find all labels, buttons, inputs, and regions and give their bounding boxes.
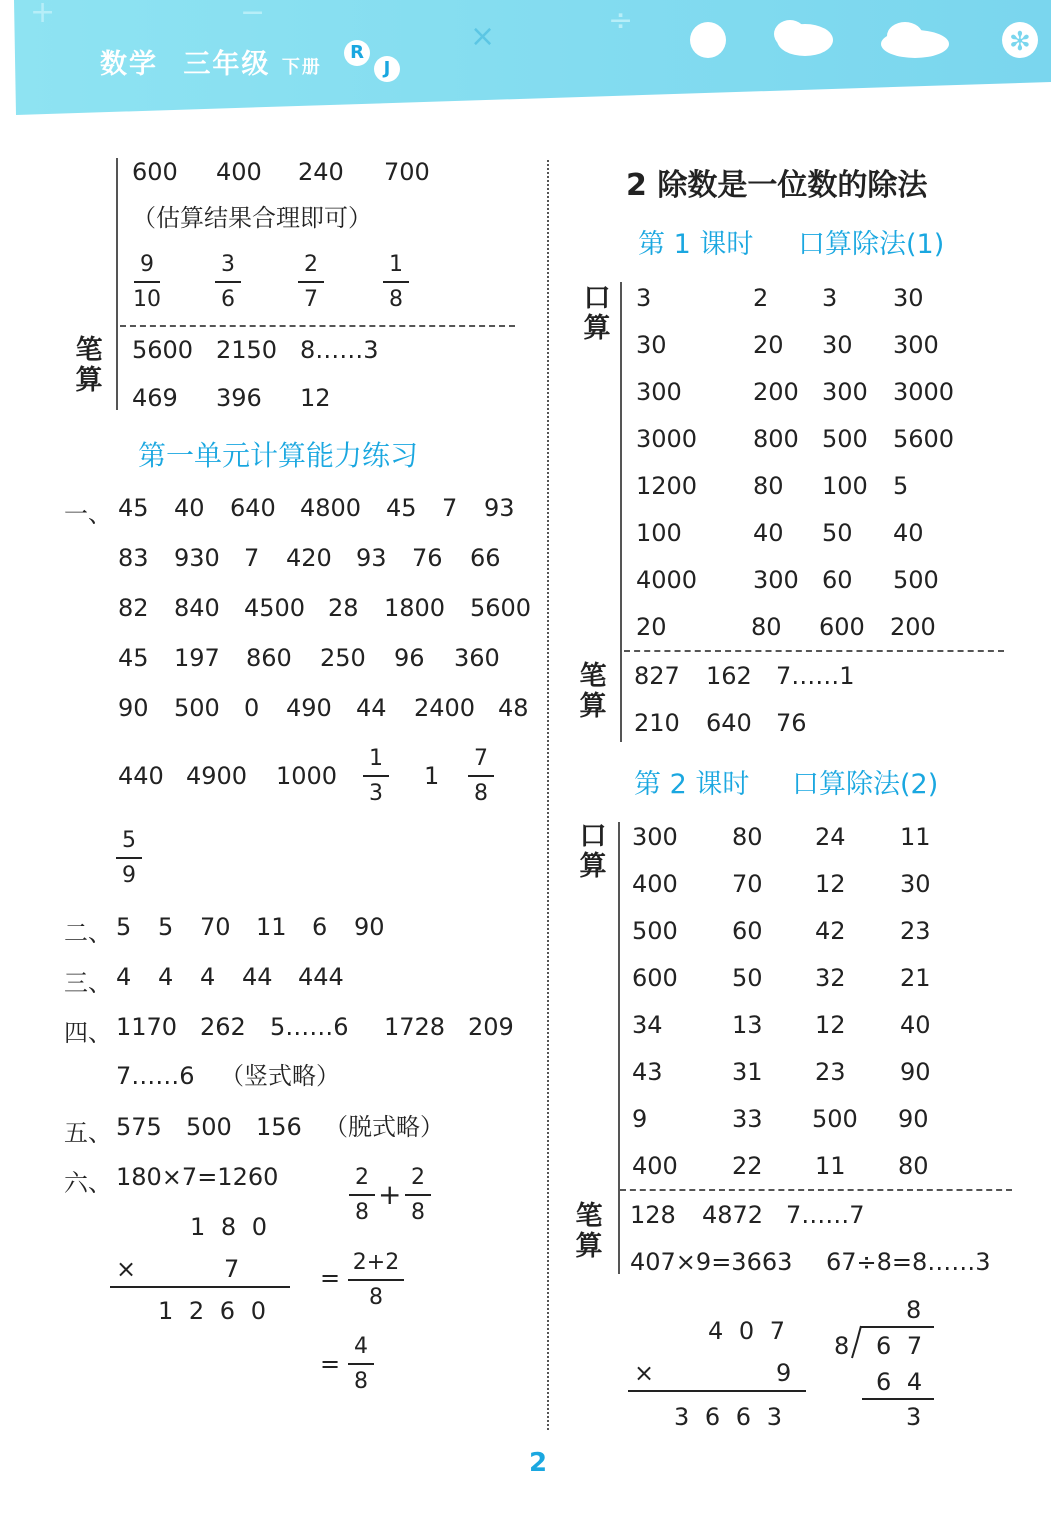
value: 500 xyxy=(174,694,220,722)
value: 80 xyxy=(751,613,782,641)
value: 7 xyxy=(244,544,260,572)
header-subject: 数学 xyxy=(100,49,158,80)
value: 490 xyxy=(286,694,332,722)
value: 4872 xyxy=(702,1201,764,1229)
fraction xyxy=(133,252,161,313)
value: 60 xyxy=(822,566,853,594)
section-title: 2 除数是一位数的除法 xyxy=(626,168,928,203)
value: 1800 xyxy=(384,594,446,622)
value: 22 xyxy=(732,1152,763,1180)
vertical-multiplier: 7 xyxy=(224,1255,240,1283)
vertical-rule xyxy=(628,1390,806,1392)
lesson-1-topic: 口算除法(1) xyxy=(798,229,945,260)
value: 1 xyxy=(424,762,440,790)
value: 0 xyxy=(244,694,260,722)
value: 197 xyxy=(174,644,220,672)
value: 11 xyxy=(900,823,931,851)
value: 31 xyxy=(732,1058,763,1086)
fraction xyxy=(215,252,241,313)
value: 82 xyxy=(118,594,149,622)
division-product: 6 4 xyxy=(876,1368,927,1396)
equation: 407×9=3663 xyxy=(630,1248,793,1276)
value: 396 xyxy=(216,384,262,412)
value: 600 xyxy=(632,964,678,992)
equation: 67÷8=8……3 xyxy=(826,1248,991,1276)
divider xyxy=(120,325,515,327)
value: 300 xyxy=(753,566,799,594)
value: 8……3 xyxy=(300,336,379,364)
value: 23 xyxy=(900,917,931,945)
value: 240 xyxy=(298,158,344,186)
value: 400 xyxy=(632,1152,678,1180)
lesson-1-bracket xyxy=(620,282,622,742)
value: 50 xyxy=(732,964,763,992)
value: 76 xyxy=(776,709,807,737)
value: 4 xyxy=(200,963,216,991)
value: 30 xyxy=(900,870,931,898)
value: 930 xyxy=(174,544,220,572)
fraction xyxy=(348,1250,404,1311)
value: 90 xyxy=(118,694,149,722)
division-remainder: 3 xyxy=(906,1403,922,1431)
value: 45 xyxy=(118,494,149,522)
value: 469 xyxy=(132,384,178,412)
value: 44 xyxy=(356,694,387,722)
value: 800 xyxy=(753,425,799,453)
value: 640 xyxy=(230,494,276,522)
value: 21 xyxy=(900,964,931,992)
value: 50 xyxy=(822,519,853,547)
item-label-1: 一、 xyxy=(64,500,112,528)
value: 5 xyxy=(893,472,909,500)
value: 20 xyxy=(636,613,667,641)
value: 90 xyxy=(354,913,385,941)
numerator: 5 xyxy=(122,828,136,853)
numerator: 3 xyxy=(221,252,235,277)
vertical-result: 3 6 6 3 xyxy=(674,1403,786,1431)
denominator: 8 xyxy=(474,781,488,806)
division-divisor: 8 xyxy=(834,1332,850,1360)
page-number: 2 xyxy=(529,1448,548,1478)
division-dividend: 6 7 xyxy=(876,1332,927,1360)
value: 45 xyxy=(118,644,149,672)
value: 7……1 xyxy=(776,662,855,690)
fraction xyxy=(116,828,142,889)
value: 210 xyxy=(634,709,680,737)
value: 360 xyxy=(454,644,500,672)
value: 2400 xyxy=(414,694,476,722)
numerator: 4 xyxy=(354,1334,368,1359)
value: 5 xyxy=(116,913,132,941)
denominator: 3 xyxy=(369,781,383,806)
denominator: 8 xyxy=(355,1200,369,1225)
denominator: 8 xyxy=(354,1369,368,1394)
value: 80 xyxy=(898,1152,929,1180)
value: 30 xyxy=(893,284,924,312)
division-bracket xyxy=(850,1324,864,1360)
value: 100 xyxy=(636,519,682,547)
value: 42 xyxy=(815,917,846,945)
value: 93 xyxy=(356,544,387,572)
value: 30 xyxy=(636,331,667,359)
denominator: 6 xyxy=(221,287,235,312)
numerator: 2 xyxy=(304,252,318,277)
value: 500 xyxy=(822,425,868,453)
value: 11 xyxy=(256,913,287,941)
value: 1728 xyxy=(384,1013,446,1041)
value: 4800 xyxy=(300,494,362,522)
value: 420 xyxy=(286,544,332,572)
value: 5……6 xyxy=(270,1013,349,1041)
value: 93 xyxy=(484,494,515,522)
value: 1200 xyxy=(636,472,698,500)
value: 80 xyxy=(753,472,784,500)
fraction xyxy=(383,252,409,313)
vertical-top: 4 0 7 xyxy=(708,1317,790,1345)
value: 3000 xyxy=(893,378,955,406)
value: 32 xyxy=(815,964,846,992)
fraction xyxy=(363,746,389,807)
value: 600 xyxy=(819,613,865,641)
value: 600 xyxy=(132,158,178,186)
practice-title: 第一单元计算能力练习 xyxy=(138,439,419,472)
value: 3 xyxy=(636,284,652,312)
value: 24 xyxy=(815,823,846,851)
value: 48 xyxy=(498,694,529,722)
vertical-op: × xyxy=(634,1359,655,1387)
value: 7 xyxy=(442,494,458,522)
value: 9 xyxy=(632,1105,648,1133)
value: 13 xyxy=(732,1011,763,1039)
value: 70 xyxy=(732,870,763,898)
denominator: 8 xyxy=(369,1285,383,1310)
divider xyxy=(624,650,1004,652)
value: 1000 xyxy=(276,762,338,790)
division-rule xyxy=(862,1398,934,1400)
value: 300 xyxy=(893,331,939,359)
value: 4900 xyxy=(186,762,248,790)
divider xyxy=(620,1189,1012,1191)
value: 7……7 xyxy=(786,1201,865,1229)
denominator: 7 xyxy=(304,287,318,312)
fraction xyxy=(468,746,494,807)
value: 90 xyxy=(898,1105,929,1133)
numerator: 2 xyxy=(355,1165,369,1190)
value: 40 xyxy=(900,1011,931,1039)
value: 860 xyxy=(246,644,292,672)
value: 840 xyxy=(174,594,220,622)
value: 96 xyxy=(394,644,425,672)
numerator: 1 xyxy=(389,252,403,277)
numerator: 7 xyxy=(474,746,488,771)
vertical-result: 1 2 6 0 xyxy=(158,1297,270,1325)
item-label-3: 三、 xyxy=(64,969,112,997)
kousuan-label: 口算 xyxy=(579,821,607,882)
lesson-1-label: 第 1 课时 xyxy=(638,229,754,260)
header-volume: 下册 xyxy=(281,57,322,78)
numerator: 9 xyxy=(140,252,154,277)
value: 400 xyxy=(632,870,678,898)
value: 200 xyxy=(753,378,799,406)
fraction xyxy=(348,1334,374,1395)
value: 575 xyxy=(116,1113,162,1141)
denominator: 9 xyxy=(122,863,136,888)
value: 4 xyxy=(158,963,174,991)
kousuan-label: 口算 xyxy=(583,283,611,344)
value: 156 xyxy=(256,1113,302,1141)
value: 5600 xyxy=(893,425,955,453)
denominator: 10 xyxy=(133,287,161,312)
svg-text:×: × xyxy=(470,19,496,54)
numerator: 2 xyxy=(411,1165,425,1190)
value: 90 xyxy=(900,1058,931,1086)
value: 11 xyxy=(815,1152,846,1180)
svg-text:✻: ✻ xyxy=(1009,27,1031,57)
numerator: 2+2 xyxy=(352,1250,400,1275)
value: 444 xyxy=(298,963,344,991)
value: 60 xyxy=(732,917,763,945)
division-quotient: 8 xyxy=(906,1296,922,1324)
equals-sign: = xyxy=(320,1264,341,1292)
value: 200 xyxy=(890,613,936,641)
denominator: 8 xyxy=(389,287,403,312)
vertical-multiplier: 9 xyxy=(776,1359,792,1387)
vertical-rule xyxy=(110,1286,290,1288)
plus-sign: + xyxy=(378,1178,402,1211)
value: 128 xyxy=(630,1201,676,1229)
value: 6 xyxy=(312,913,328,941)
header-banner xyxy=(0,0,1051,118)
value: 83 xyxy=(118,544,149,572)
value: 80 xyxy=(732,823,763,851)
value: 23 xyxy=(815,1058,846,1086)
value: 5600 xyxy=(132,336,194,364)
value: 300 xyxy=(636,378,682,406)
numerator: 1 xyxy=(369,746,383,771)
fraction xyxy=(349,1165,375,1226)
value: 209 xyxy=(468,1013,514,1041)
value: 34 xyxy=(632,1011,663,1039)
value: 700 xyxy=(384,158,430,186)
value: 3000 xyxy=(636,425,698,453)
note: （竖式略） xyxy=(220,1062,340,1090)
value: 4000 xyxy=(636,566,698,594)
note: （脱式略） xyxy=(324,1113,444,1141)
value: 500 xyxy=(186,1113,232,1141)
division-top-rule xyxy=(860,1326,934,1328)
bisuan-label: 笔算 xyxy=(579,661,607,722)
column-divider xyxy=(547,160,549,1430)
value: 40 xyxy=(753,519,784,547)
item-label-2: 二、 xyxy=(64,919,112,947)
value: 440 xyxy=(118,762,164,790)
value: 162 xyxy=(706,662,752,690)
value: 44 xyxy=(242,963,273,991)
value: 12 xyxy=(300,384,331,412)
value: 40 xyxy=(893,519,924,547)
value: 500 xyxy=(812,1105,858,1133)
value: 33 xyxy=(732,1105,763,1133)
badge-j: J xyxy=(374,56,400,82)
value: 640 xyxy=(706,709,752,737)
value: 12 xyxy=(815,1011,846,1039)
value: 3 xyxy=(822,284,838,312)
value: 5 xyxy=(158,913,174,941)
value: 1170 xyxy=(116,1013,178,1041)
value: 100 xyxy=(822,472,868,500)
value: 262 xyxy=(200,1013,246,1041)
lesson-2-label: 第 2 课时 xyxy=(634,769,750,800)
equals-sign: = xyxy=(320,1350,341,1378)
vertical-top: 1 8 0 xyxy=(190,1213,272,1241)
rj-badge xyxy=(344,40,406,84)
value: 4 xyxy=(116,963,132,991)
denominator: 8 xyxy=(411,1200,425,1225)
value: 12 xyxy=(815,870,846,898)
svg-text:+: + xyxy=(30,0,56,30)
bisuan-label: 笔算 xyxy=(75,335,103,396)
left-top-bracket xyxy=(116,158,118,410)
value: 4500 xyxy=(244,594,306,622)
value: 70 xyxy=(200,913,231,941)
lesson-2-topic: 口算除法(2) xyxy=(792,769,939,800)
value: 250 xyxy=(320,644,366,672)
item-label-5: 五、 xyxy=(64,1119,112,1147)
value: 7……6 xyxy=(116,1062,195,1090)
lesson-2-bracket xyxy=(618,822,620,1274)
value: 45 xyxy=(386,494,417,522)
svg-text:−: − xyxy=(240,0,266,30)
value: 400 xyxy=(216,158,262,186)
value: 500 xyxy=(632,917,678,945)
value: 28 xyxy=(328,594,359,622)
value: 30 xyxy=(822,331,853,359)
fraction xyxy=(405,1165,431,1226)
badge-r: R xyxy=(344,40,370,66)
value: 300 xyxy=(632,823,678,851)
value: 43 xyxy=(632,1058,663,1086)
svg-text:÷: ÷ xyxy=(608,3,634,38)
estimate-note: （估算结果合理即可） xyxy=(132,204,372,232)
value: 76 xyxy=(412,544,443,572)
item-label-6: 六、 xyxy=(64,1169,112,1197)
value: 300 xyxy=(822,378,868,406)
fraction xyxy=(298,252,324,313)
value: 20 xyxy=(753,331,784,359)
value: 5600 xyxy=(470,594,532,622)
value: 66 xyxy=(470,544,501,572)
value: 2150 xyxy=(216,336,278,364)
item-label-4: 四、 xyxy=(64,1019,112,1047)
header-grade: 三年级 xyxy=(183,49,271,80)
bisuan-label: 笔算 xyxy=(575,1201,603,1262)
equation: 180×7=1260 xyxy=(116,1163,279,1191)
vertical-op: × xyxy=(116,1255,137,1283)
value: 827 xyxy=(634,662,680,690)
value: 40 xyxy=(174,494,205,522)
value: 500 xyxy=(893,566,939,594)
value: 2 xyxy=(753,284,769,312)
